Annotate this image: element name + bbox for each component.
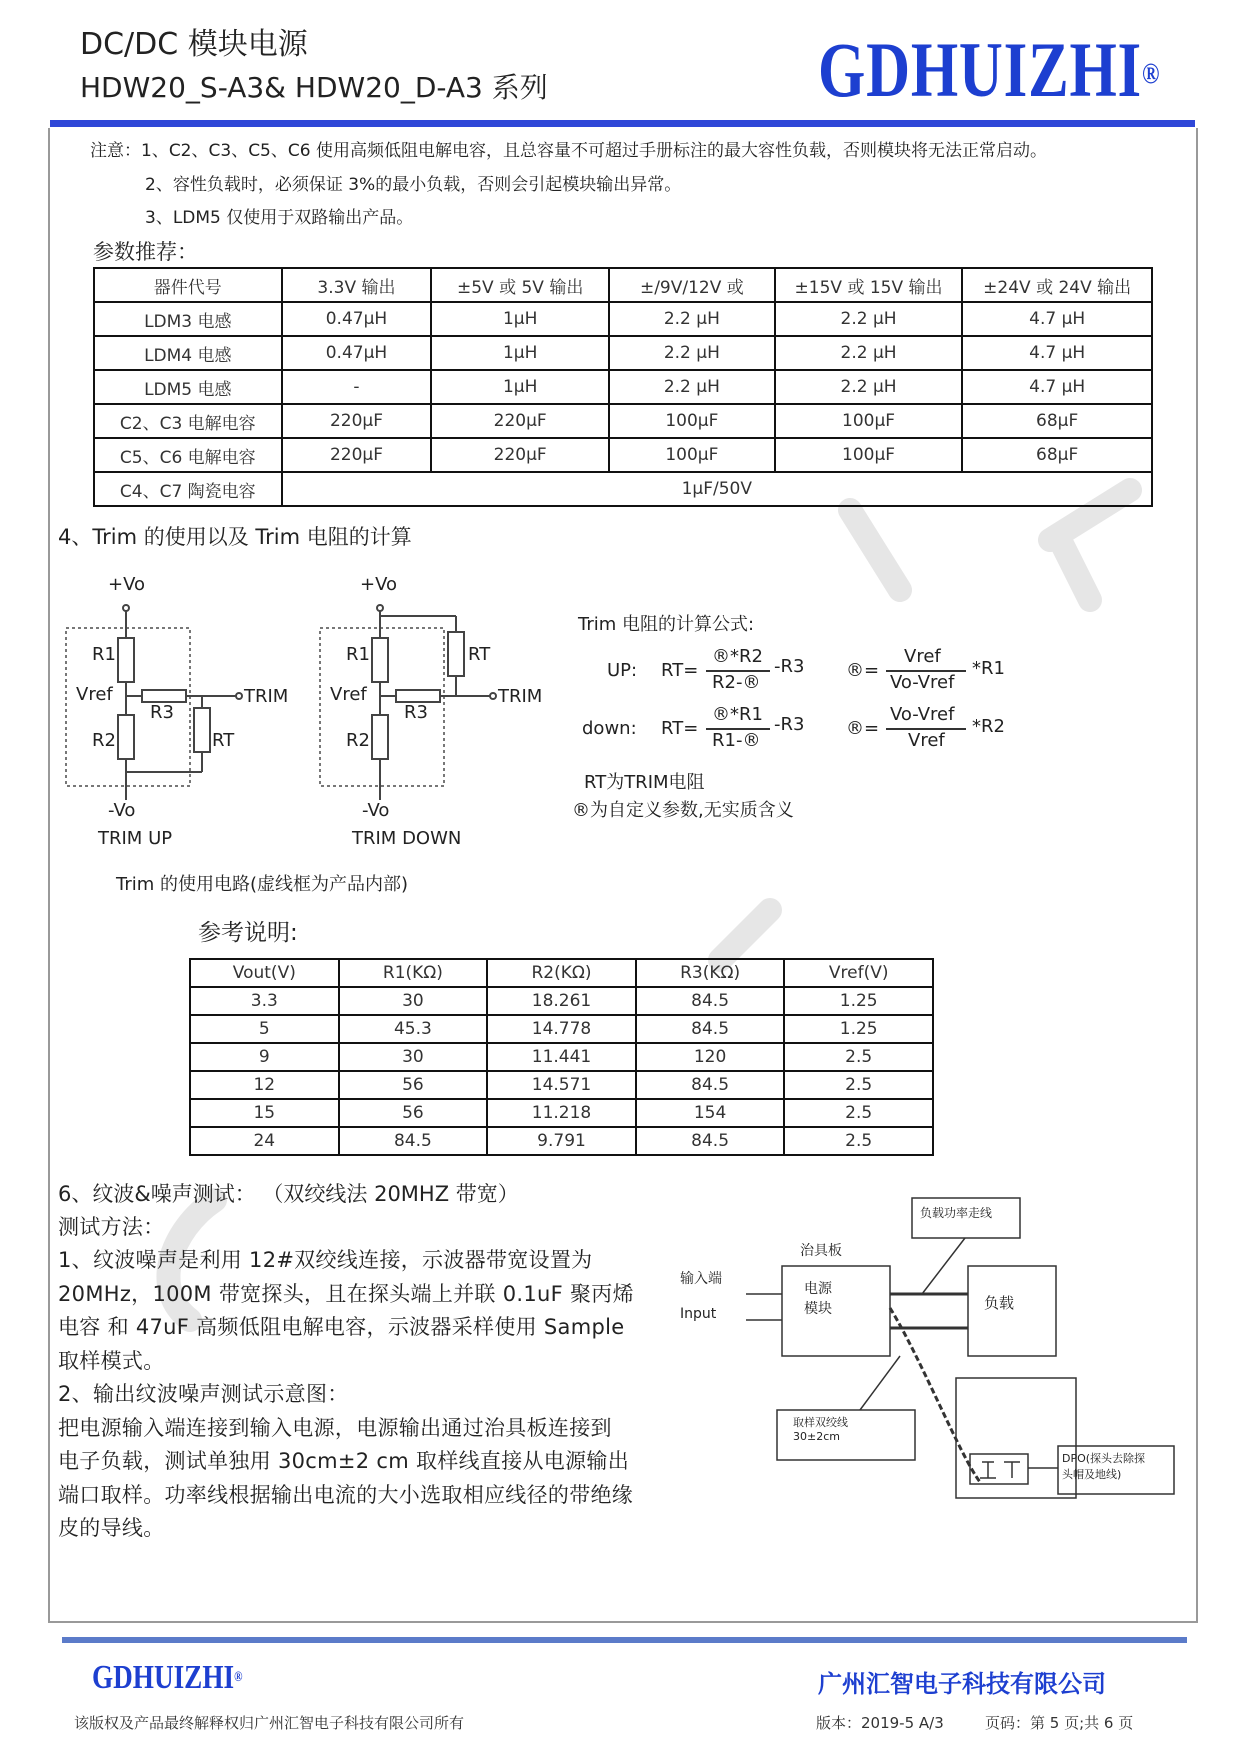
- up-label: UP:: [607, 660, 638, 681]
- table-cell: 1.25: [784, 1015, 933, 1043]
- down-reg-num: Vo-Vref: [890, 704, 955, 725]
- table-row: [190, 1071, 933, 1099]
- table-cell: 84.5: [339, 1127, 488, 1155]
- table-cell: 45.3: [339, 1015, 488, 1043]
- para-line: 电子负载，测试单独用 30cm±2 cm 取样线直接从电源输出: [58, 1449, 630, 1473]
- note-3: 3、LDM5 仅使用于双路输出产品。: [145, 208, 414, 228]
- table-header-cell: R2(KΩ): [487, 959, 636, 987]
- doc-subtitle: HDW20_S-A3& HDW20_D-A3 系列: [80, 71, 548, 104]
- table-cell: 220μF: [282, 438, 432, 472]
- table-cell: 220μF: [431, 404, 609, 438]
- ripple-method: 测试方法：: [58, 1215, 165, 1239]
- params-heading: 参数推荐：: [93, 240, 198, 264]
- formula-title: Trim 电阻的计算公式:: [578, 614, 755, 635]
- table-cell: 84.5: [636, 1071, 785, 1099]
- para-line: 皮的导线。: [58, 1516, 165, 1540]
- table-cell: 68μF: [962, 404, 1152, 438]
- down-rt-eq: RT=: [661, 718, 699, 739]
- table-cell: LDM4 电感: [94, 336, 282, 370]
- down-rt: RT: [468, 644, 491, 665]
- table-header-cell: Vout(V): [190, 959, 339, 987]
- table-cell: 2.2 μH: [775, 370, 963, 404]
- table-cell: 1μH: [431, 336, 609, 370]
- table-cell: LDM5 电感: [94, 370, 282, 404]
- up-reg-eq: ®=: [846, 660, 880, 681]
- table-cell: 1.25: [784, 987, 933, 1015]
- table-cell: 2.2 μH: [775, 302, 963, 336]
- up-rt-eq: RT=: [661, 660, 699, 681]
- table-header-cell: ±/9V/12V 或: [609, 268, 775, 302]
- up-rt-num: ®*R2: [712, 646, 763, 667]
- table-row: [190, 1099, 933, 1127]
- down-r1: R1: [346, 644, 370, 665]
- table-cell: 4.7 μH: [962, 370, 1152, 404]
- trim-heading: 4、Trim 的使用以及 Trim 电阻的计算: [58, 525, 412, 549]
- circuit-caption: Trim 的使用电路(虚线框为产品内部): [116, 874, 409, 895]
- table-cell: 9: [190, 1043, 339, 1071]
- ref-heading: 参考说明:: [198, 920, 298, 946]
- table-cell: 220μF: [282, 404, 432, 438]
- up-vo-pos: +Vo: [108, 574, 146, 595]
- up-minus-r3: -R3: [774, 656, 805, 677]
- down-reg-den: Vref: [908, 730, 945, 751]
- table-row: [190, 987, 933, 1015]
- table-cell: 56: [339, 1071, 488, 1099]
- table-header-row: [190, 959, 933, 987]
- para-line: 电容 和 47uF 高频低阻电解电容，示波器采样使用 Sample: [58, 1315, 625, 1339]
- dpo-label-2: 头帽及地线): [1062, 1468, 1122, 1481]
- module-label-2: 模块: [804, 1301, 832, 1317]
- down-minus-r3: -R3: [774, 714, 805, 735]
- table-header-cell: 3.3V 输出: [282, 268, 432, 302]
- table-cell: 15: [190, 1099, 339, 1127]
- module-label-1: 电源: [804, 1281, 832, 1297]
- up-r2: R2: [92, 730, 116, 751]
- up-reg-den: Vo-Vref: [890, 672, 955, 693]
- input-cn-label: 输入端: [680, 1271, 722, 1287]
- up-r3: R3: [150, 702, 174, 723]
- sample-label-2: 30±2cm: [793, 1430, 840, 1443]
- up-rt-den: R2-®: [712, 672, 761, 693]
- up-r1: R1: [92, 644, 116, 665]
- table-header-row: [94, 268, 1152, 302]
- table-cell: 220μF: [431, 438, 609, 472]
- table-cell: 120: [636, 1043, 785, 1071]
- fixture-label: 治具板: [800, 1243, 842, 1259]
- footer-version: 版本：2019-5 A/3: [816, 1714, 944, 1732]
- trim-circuits: [50, 570, 570, 800]
- table-header-cell: 器件代号: [94, 268, 282, 302]
- note-1: 注意：1、C2、C3、C5、C6 使用高频低阻电解电容，且总容量不可超过手册标注的最大容性负载，否则模块将无法正常启动。: [90, 141, 1047, 161]
- footer-brand-logo: GDHUIZHI®: [92, 1659, 243, 1696]
- table-cell: 2.2 μH: [609, 370, 775, 404]
- table-cell: LDM3 电感: [94, 302, 282, 336]
- rt-note: RT为TRIM电阻: [584, 772, 705, 793]
- table-cell: 100μF: [609, 404, 775, 438]
- note-2: 2、容性负载时，必须保证 3%的最小负载，否则会引起模块输出异常。: [145, 175, 682, 195]
- param-table: [93, 267, 1153, 507]
- up-times-r1: *R1: [972, 658, 1005, 679]
- table-header-cell: R3(KΩ): [636, 959, 785, 987]
- table-header-cell: ±5V 或 5V 输出: [431, 268, 609, 302]
- table-cell: 30: [339, 987, 488, 1015]
- table-cell: 11.441: [487, 1043, 636, 1071]
- table-cell: 14.571: [487, 1071, 636, 1099]
- table-row: [190, 1043, 933, 1071]
- table-cell: 0.47μH: [282, 302, 432, 336]
- table-cell-merged: 1μF/50V: [282, 472, 1152, 506]
- dpo-label-1: DPO(探头去除探: [1062, 1452, 1146, 1465]
- para-line: 1、纹波噪声是利用 12#双绞线连接，示波器带宽设置为: [58, 1248, 593, 1272]
- table-cell: 84.5: [636, 987, 785, 1015]
- brand-logo: GDHUIZHI®: [818, 26, 1161, 113]
- table-header-cell: ±24V 或 24V 输出: [962, 268, 1152, 302]
- table-row: [190, 1015, 933, 1043]
- down-rt-num: ®*R1: [712, 704, 763, 725]
- table-cell: C4、C7 陶瓷电容: [94, 472, 282, 506]
- reg-note: ®为自定义参数,无实质含义: [572, 800, 794, 821]
- para-title: 2、输出纹波噪声测试示意图：: [58, 1382, 349, 1406]
- ripple-para-1: [58, 1244, 658, 1546]
- down-times-r2: *R2: [972, 716, 1005, 737]
- footer-copyright: 该版权及产品最终解释权归广州汇智电子科技有限公司所有: [74, 1714, 465, 1732]
- para-line: 20MHz，100M 带宽探头，且在探头端上并联 0.1uF 聚丙烯: [58, 1281, 634, 1306]
- para-line: 端口取样。功率线根据输出电流的大小选取相应线径的带绝缘: [58, 1482, 634, 1507]
- trim-up-caption: TRIM UP: [98, 828, 173, 849]
- table-cell: 2.2 μH: [609, 302, 775, 336]
- table-row: [94, 336, 1152, 370]
- footer-company: 广州汇智电子科技有限公司: [818, 1670, 1106, 1698]
- load-label: 负载: [984, 1294, 1015, 1312]
- table-cell: 3.3: [190, 987, 339, 1015]
- table-cell: C2、C3 电解电容: [94, 404, 282, 438]
- table-cell: 84.5: [636, 1127, 785, 1155]
- table-cell: 11.218: [487, 1099, 636, 1127]
- para-line: 取样模式。: [58, 1348, 165, 1373]
- table-cell: 2.5: [784, 1127, 933, 1155]
- table-cell: 154: [636, 1099, 785, 1127]
- ripple-heading: 6、纹波&噪声测试： （双绞线法 20MHZ 带宽）: [58, 1182, 519, 1206]
- doc-title: DC/DC 模块电源: [80, 27, 308, 62]
- table-cell: 14.778: [487, 1015, 636, 1043]
- trim-down-caption: TRIM DOWN: [352, 828, 462, 849]
- table-cell: 2.5: [784, 1043, 933, 1071]
- table-row: [94, 438, 1152, 472]
- table-cell: 2.2 μH: [775, 336, 963, 370]
- footer-rule: [62, 1637, 1187, 1643]
- table-header-cell: R1(KΩ): [339, 959, 488, 987]
- table-row: [94, 302, 1152, 336]
- table-cell: -: [282, 370, 432, 404]
- table-cell: 84.5: [636, 1015, 785, 1043]
- table-header-cell: ±15V 或 15V 输出: [775, 268, 963, 302]
- up-vo-neg: -Vo: [108, 800, 136, 821]
- table-cell: 100μF: [775, 438, 963, 472]
- ref-table: [189, 958, 934, 1156]
- table-cell: 2.2 μH: [609, 336, 775, 370]
- down-vo-pos: +Vo: [360, 574, 398, 595]
- down-reg-eq: ®=: [846, 718, 880, 739]
- table-cell: 5: [190, 1015, 339, 1043]
- para-line: 把电源输入端连接到输入电源，电源输出通过治具板连接到: [58, 1415, 612, 1440]
- table-cell: 9.791: [487, 1127, 636, 1155]
- up-reg-num: Vref: [904, 646, 941, 667]
- down-r2: R2: [346, 730, 370, 751]
- table-cell: 1μH: [431, 370, 609, 404]
- table-cell: 0.47μH: [282, 336, 432, 370]
- table-cell: 4.7 μH: [962, 302, 1152, 336]
- table-row: [94, 370, 1152, 404]
- table-cell: 12: [190, 1071, 339, 1099]
- down-vref: Vref: [330, 684, 367, 705]
- up-trim: TRIM: [244, 686, 289, 707]
- down-trim: TRIM: [498, 686, 543, 707]
- sample-label-1: 取样双绞线: [793, 1416, 848, 1429]
- up-rt: RT: [212, 730, 235, 751]
- down-rt-den: R1-®: [712, 730, 761, 751]
- table-cell: 30: [339, 1043, 488, 1071]
- input-en-label: Input: [680, 1306, 717, 1322]
- table-row: [190, 1127, 933, 1155]
- table-row: [94, 472, 1152, 506]
- table-header-cell: Vref(V): [784, 959, 933, 987]
- load-line-label: 负载功率走线: [920, 1206, 993, 1220]
- table-cell: 100μF: [775, 404, 963, 438]
- footer-page: 页码：第 5 页;共 6 页: [985, 1714, 1134, 1732]
- up-vref: Vref: [76, 684, 113, 705]
- table-cell: 18.261: [487, 987, 636, 1015]
- table-cell: 56: [339, 1099, 488, 1127]
- table-cell: 2.5: [784, 1071, 933, 1099]
- table-cell: 68μF: [962, 438, 1152, 472]
- table-cell: 1μH: [431, 302, 609, 336]
- table-cell: 2.5: [784, 1099, 933, 1127]
- table-cell: 4.7 μH: [962, 336, 1152, 370]
- down-r3: R3: [404, 702, 428, 723]
- down-vo-neg: -Vo: [362, 800, 390, 821]
- table-cell: C5、C6 电解电容: [94, 438, 282, 472]
- down-label: down:: [582, 718, 637, 739]
- table-cell: 24: [190, 1127, 339, 1155]
- table-row: [94, 404, 1152, 438]
- table-cell: 100μF: [609, 438, 775, 472]
